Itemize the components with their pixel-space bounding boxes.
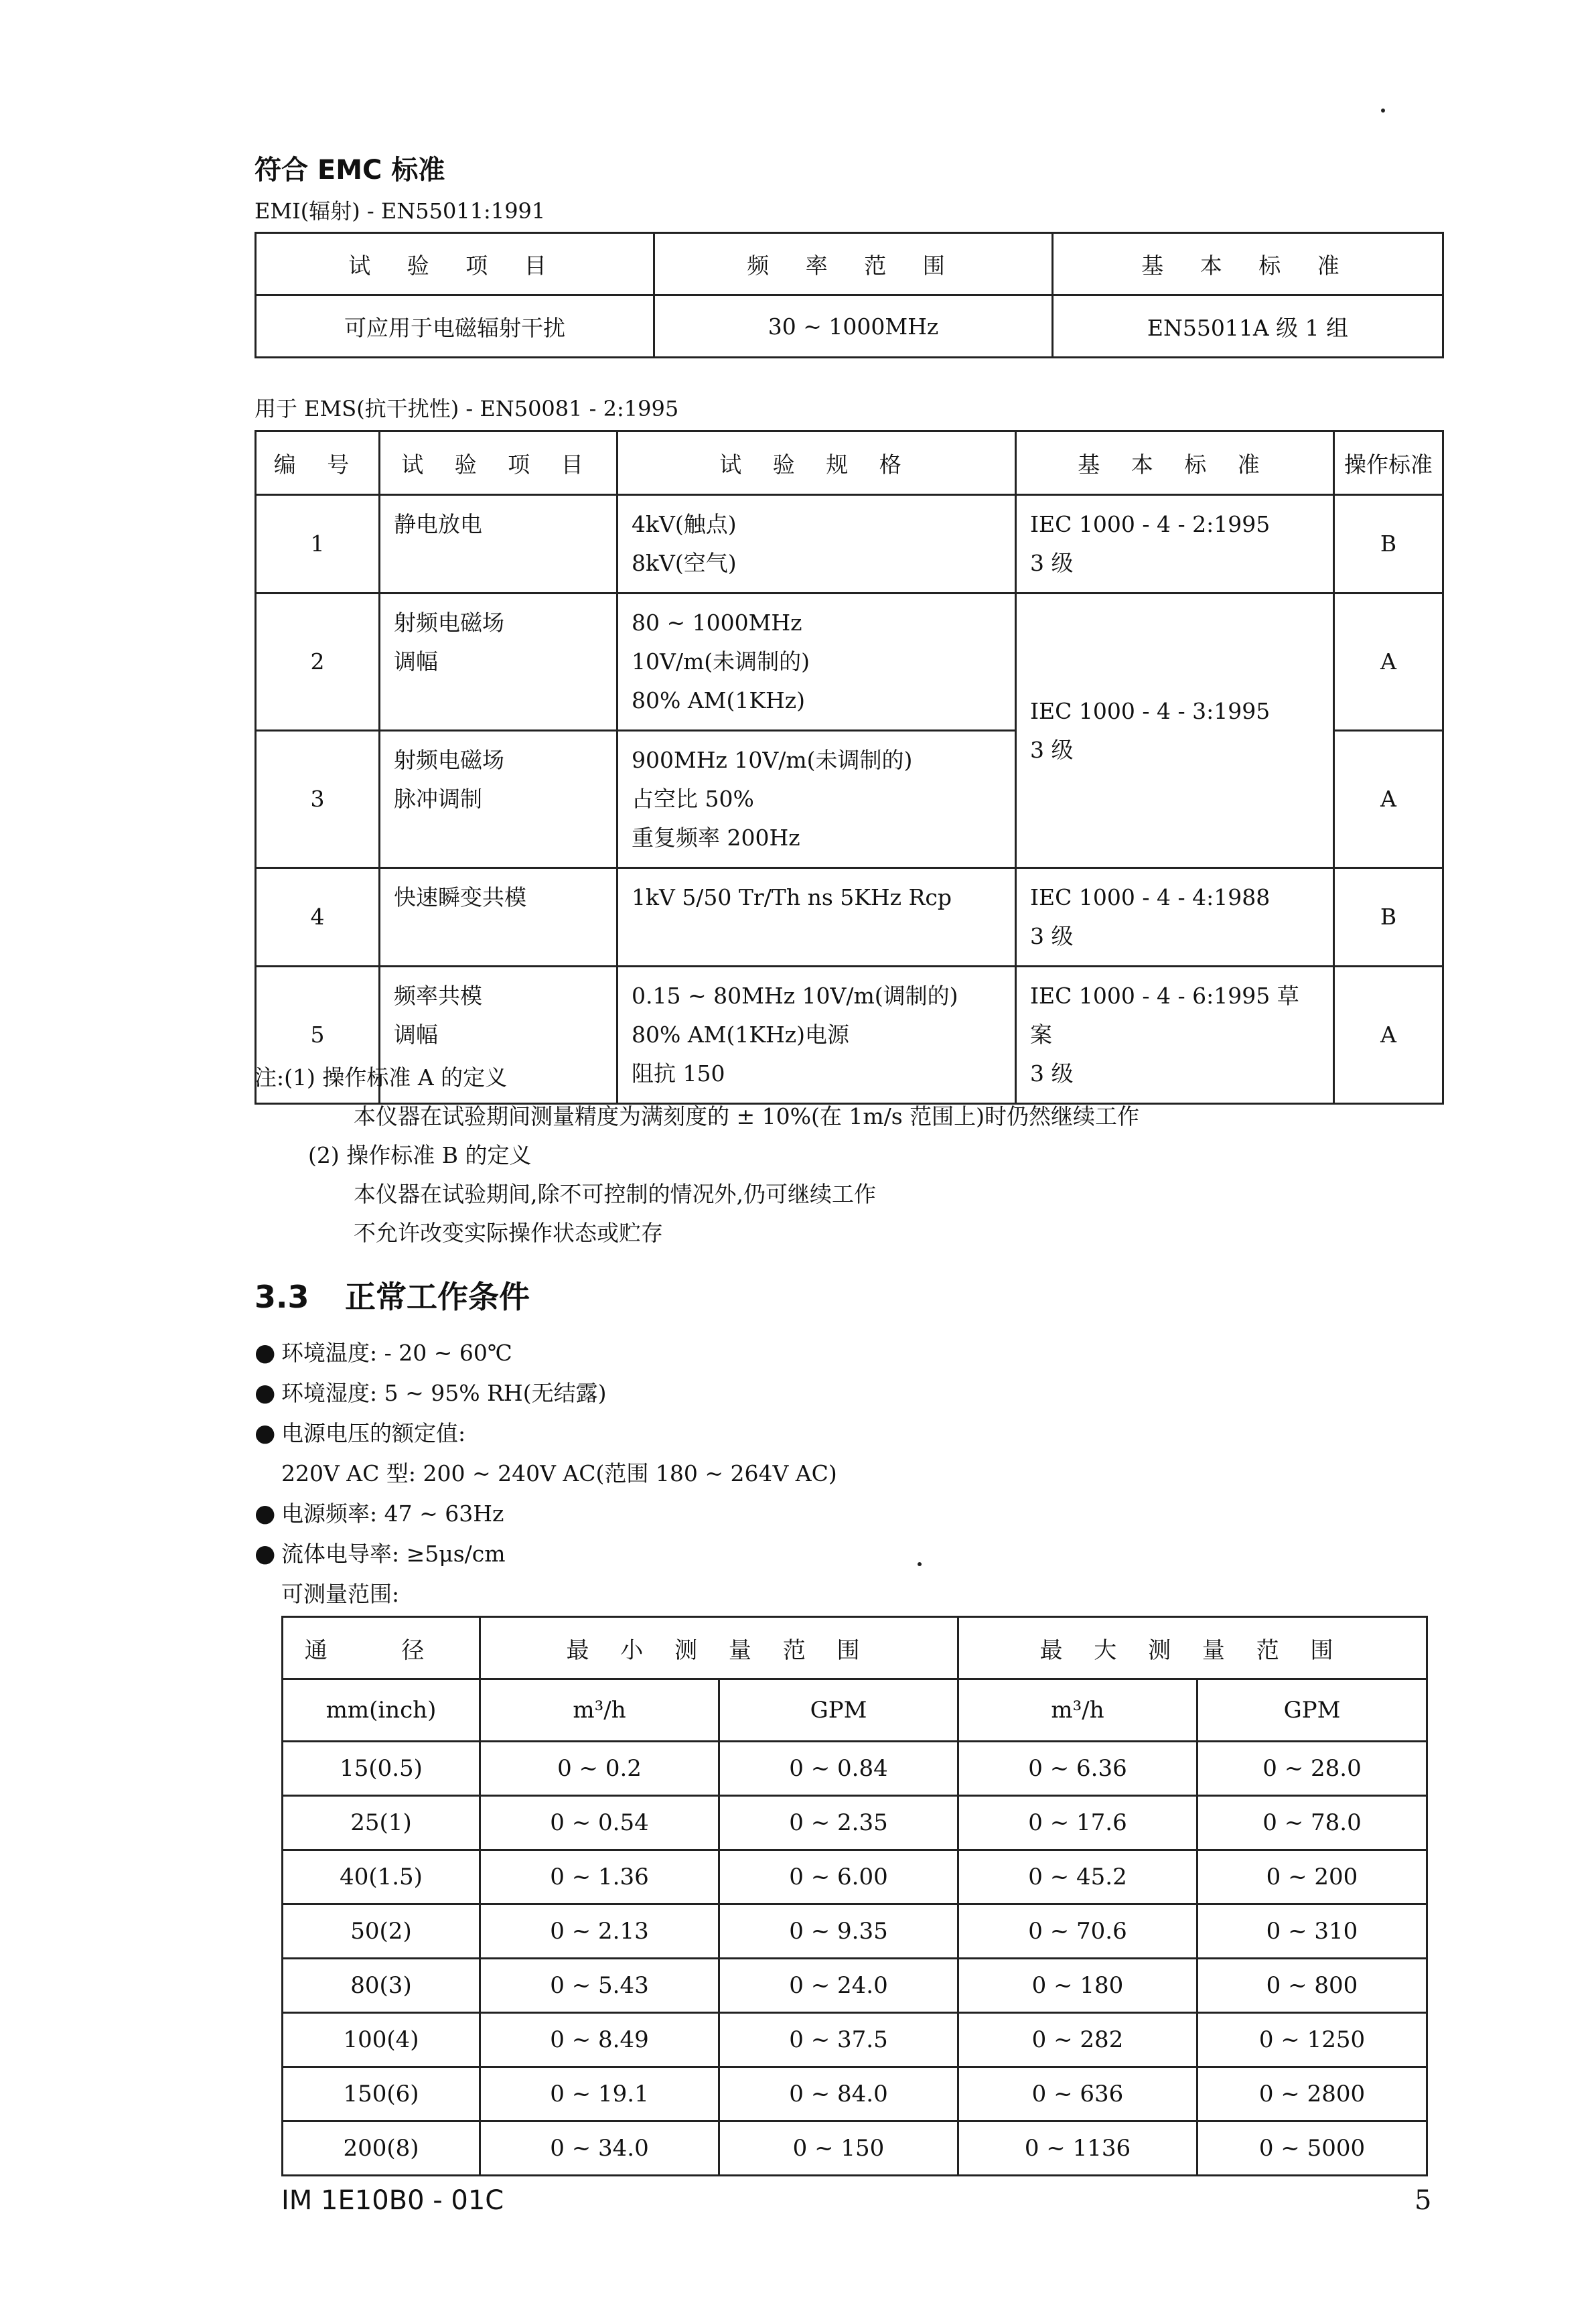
ems-table [255,430,1444,1105]
emi-table [255,232,1444,358]
cell-line: IEC 1000 - 4 - 3:1995 [1030,697,1271,724]
cell-line: IEC 1000 - 4 - 4:1988 [1030,884,1271,910]
cell-line: 0.15 ~ 80MHz 10V/m(调制的) [632,983,958,1009]
table-row [283,1850,1427,1904]
table-header: 频 率 范 围 [654,233,1053,295]
operation-standard: A [1334,731,1443,868]
table-cell: 0 ~ 24.0 [719,1959,958,2013]
table-header-row [283,1679,1427,1742]
scan-speck [918,1562,922,1566]
table-header: 最 小 测 量 范 围 [480,1617,958,1679]
measurement-range-table [281,1616,1428,2176]
note-1-body: 本仪器在试验期间测量精度为满刻度的 ± 10%(在 1m/s 范围上)时仍然继续工作 [354,1103,1140,1129]
cell-line: 3 级 [1030,736,1074,763]
note-2-title: (2) 操作标准 B 的定义 [308,1142,532,1168]
table-cell: 0 ~ 282 [958,2013,1198,2067]
table-cell: 30 ~ 1000MHz [654,295,1053,358]
table-header: m³/h [958,1679,1198,1742]
table-row [283,1959,1427,2013]
cell-line: 3 级 [1030,1060,1074,1087]
basic-standard [1016,594,1334,868]
bullet-icon: ● [255,1379,276,1407]
table-cell: 0 ~ 0.2 [480,1742,719,1796]
cell-line: 8kV(空气) [632,550,737,576]
table-header: 试 验 项 目 [380,431,618,495]
table-header: 试 验 项 目 [256,233,654,295]
table-cell: 0 ~ 1.36 [480,1850,719,1904]
row-number: 3 [256,731,380,868]
section-number: 3.3 [255,1279,309,1315]
test-spec [618,594,1016,731]
table-cell: 0 ~ 2.35 [719,1796,958,1850]
table-row [283,2067,1427,2121]
table-header-row [283,1617,1427,1679]
table-cell: 0 ~ 150 [719,2121,958,2176]
bullet-icon: ● [255,1419,276,1447]
notes [255,1058,1139,1253]
table-cell: 0 ~ 180 [958,1959,1198,2013]
row-number: 1 [256,495,380,594]
table-cell: 0 ~ 636 [958,2067,1198,2121]
table-cell: 40(1.5) [283,1850,480,1904]
table-cell: 0 ~ 9.35 [719,1904,958,1959]
table-header: 基 本 标 准 [1016,431,1334,495]
table-cell: 0 ~ 6.36 [958,1742,1198,1796]
list-item [255,1534,837,1574]
bullet-icon: ● [255,1339,276,1367]
test-spec [618,731,1016,868]
row-number: 4 [256,868,380,967]
table-cell: 0 ~ 34.0 [480,2121,719,2176]
cell-line: 重复频率 200Hz [632,825,800,851]
section-title: 正常工作条件 [345,1279,530,1315]
note-2-body: 本仪器在试验期间,除不可控制的情况外,仍可继续工作 [354,1181,876,1207]
table-header: 最 大 测 量 范 围 [958,1617,1427,1679]
cell-line: 占空比 50% [632,786,754,812]
table-cell: 50(2) [283,1904,480,1959]
table-header: 通 径 [283,1617,480,1679]
row-number: 5 [256,967,380,1104]
emc-title: 符合 EMC 标准 [255,155,445,186]
table-cell: 可应用于电磁辐射干扰 [256,295,654,358]
bullet-icon: ● [255,1540,276,1568]
table-cell: 0 ~ 8.49 [480,2013,719,2067]
condition-detail: 220V AC 型: 200 ~ 240V AC(范围 180 ~ 264V AC) [281,1460,837,1486]
basic-standard [1016,868,1334,967]
table-cell: 0 ~ 1250 [1198,2013,1427,2067]
table-cell: 0 ~ 17.6 [958,1796,1198,1850]
test-spec [618,868,1016,967]
table-row [283,1742,1427,1796]
cell-line: 静电放电 [394,511,482,537]
cell-line: 1kV 5/50 Tr/Th ns 5KHz Rcp [632,884,952,910]
table-cell: 0 ~ 84.0 [719,2067,958,2121]
cell-line: 射频电磁场 [394,610,504,636]
condition-text: 电源电压的额定值: [281,1420,466,1446]
condition-text: 流体电导率: ≥5μs/cm [281,1541,506,1567]
table-cell: 80(3) [283,1959,480,2013]
list-item [255,1494,837,1534]
list-item [255,1413,837,1454]
table-row [256,295,1443,358]
table-cell: 0 ~ 6.00 [719,1850,958,1904]
operating-conditions [255,1333,837,1614]
test-item [380,495,618,594]
table-cell: 0 ~ 200 [1198,1850,1427,1904]
emi-standard-line: EMI(辐射) - EN55011:1991 [255,198,546,224]
cell-line: 脉冲调制 [394,786,482,812]
scan-speck [1381,109,1385,113]
ems-standard-line: 用于 EMS(抗干扰性) - EN50081 - 2:1995 [255,396,679,421]
table-cell: 0 ~ 45.2 [958,1850,1198,1904]
cell-line: 快速瞬变共模 [394,884,526,910]
table-row [256,495,1443,594]
cell-line: IEC 1000 - 4 - 2:1995 [1030,511,1271,537]
table-row [256,594,1443,731]
test-spec [618,495,1016,594]
list-item [255,1373,837,1413]
table-cell: 200(8) [283,2121,480,2176]
table-header-row [256,431,1443,495]
table-cell: 0 ~ 5000 [1198,2121,1427,2176]
table-cell: 0 ~ 800 [1198,1959,1427,2013]
table-header-row [256,233,1443,295]
test-item [380,868,618,967]
table-row [283,1904,1427,1959]
table-cell: EN55011A 级 1 组 [1053,295,1443,358]
cell-line: 900MHz 10V/m(未调制的) [632,747,913,773]
test-item [380,731,618,868]
table-header: GPM [1198,1679,1427,1742]
table-cell: 0 ~ 0.54 [480,1796,719,1850]
table-cell: 0 ~ 5.43 [480,1959,719,2013]
cell-line: 80% AM(1KHz) [632,687,806,713]
cell-line: 4kV(触点) [632,511,737,537]
table-cell: 0 ~ 19.1 [480,2067,719,2121]
cell-line: IEC 1000 - 4 - 6:1995 草案 [1030,983,1299,1048]
table-cell: 0 ~ 2800 [1198,2067,1427,2121]
table-header: 操作标准 [1334,431,1443,495]
table-cell: 0 ~ 37.5 [719,2013,958,2067]
condition-text: 环境温度: - 20 ~ 60℃ [281,1340,512,1366]
table-row [256,868,1443,967]
cell-line: 频率共模 [394,983,482,1009]
table-row [283,2121,1427,2176]
cell-line: 80% AM(1KHz)电源 [632,1022,850,1048]
cell-line: 3 级 [1030,550,1074,576]
operation-standard: B [1334,868,1443,967]
table-cell: 0 ~ 70.6 [958,1904,1198,1959]
section-heading [255,1273,530,1317]
cell-line: 调幅 [394,648,438,675]
table-cell: 15(0.5) [283,1742,480,1796]
cell-line: 阻抗 150 [632,1060,725,1087]
operation-standard: A [1334,594,1443,731]
cell-line: 10V/m(未调制的) [632,648,810,675]
operation-standard: B [1334,495,1443,594]
operation-standard: A [1334,967,1443,1104]
row-number: 2 [256,594,380,731]
table-header: m³/h [480,1679,719,1742]
note-1-title: 注:(1) 操作标准 A 的定义 [255,1064,508,1091]
list-item [255,1333,837,1373]
table-cell: 0 ~ 310 [1198,1904,1427,1959]
note-2-body: 不允许改变实际操作状态或贮存 [354,1220,663,1246]
table-header: mm(inch) [283,1679,480,1742]
cell-line: 射频电磁场 [394,747,504,773]
table-cell: 25(1) [283,1796,480,1850]
table-cell: 0 ~ 0.84 [719,1742,958,1796]
cell-line: 3 级 [1030,923,1074,949]
table-cell: 150(6) [283,2067,480,2121]
table-cell: 0 ~ 28.0 [1198,1742,1427,1796]
table-header: GPM [719,1679,958,1742]
range-label: 可测量范围: [281,1581,400,1607]
document-id: IM 1E10B0 - 01C [281,2185,504,2216]
test-item [380,594,618,731]
table-cell: 0 ~ 2.13 [480,1904,719,1959]
cell-line: 调幅 [394,1022,438,1048]
cell-line: 80 ~ 1000MHz [632,610,802,636]
table-cell: 100(4) [283,2013,480,2067]
page-number: 5 [1414,2185,1432,2216]
table-cell: 0 ~ 1136 [958,2121,1198,2176]
condition-text: 环境湿度: 5 ~ 95% RH(无结露) [281,1380,607,1406]
bullet-icon: ● [255,1500,276,1527]
condition-text: 电源频率: 47 ~ 63Hz [281,1501,504,1527]
table-header: 基 本 标 准 [1053,233,1443,295]
table-row [283,2013,1427,2067]
table-cell: 0 ~ 78.0 [1198,1796,1427,1850]
basic-standard [1016,495,1334,594]
table-header: 编 号 [256,431,380,495]
table-header: 试 验 规 格 [618,431,1016,495]
table-row [283,1796,1427,1850]
